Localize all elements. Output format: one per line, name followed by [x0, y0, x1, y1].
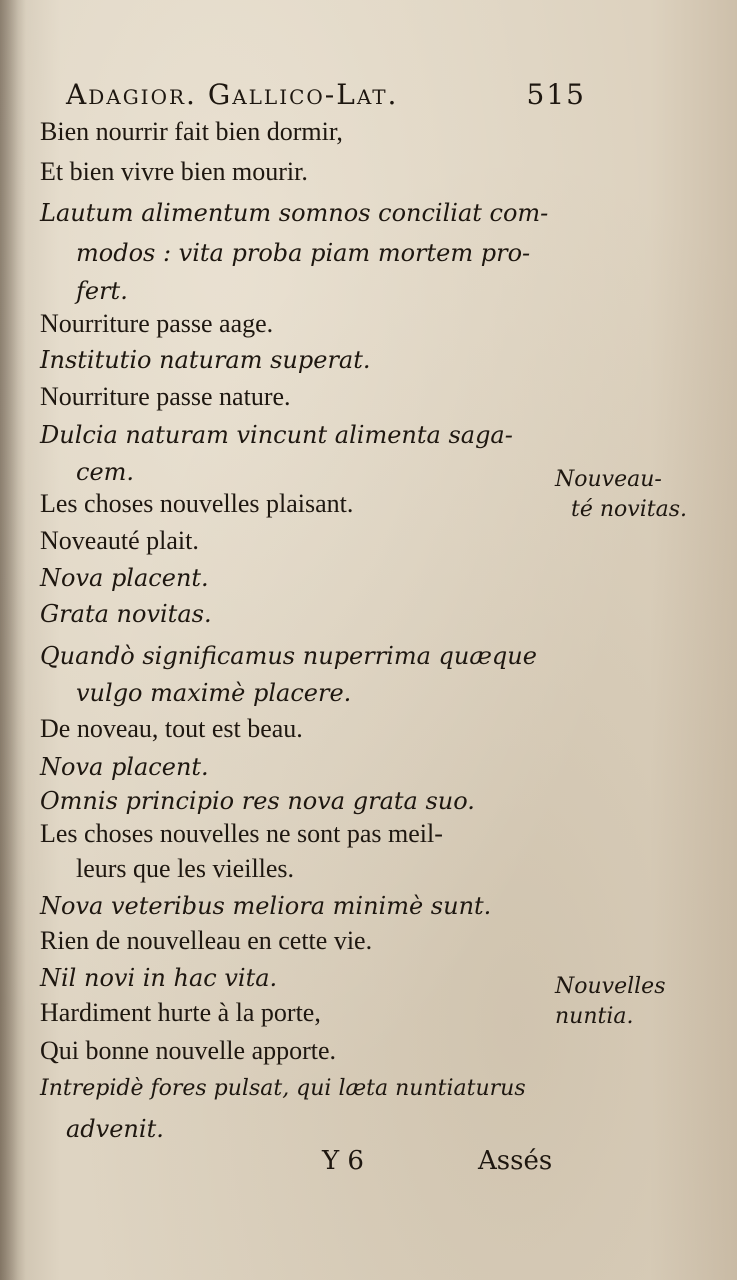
text-line: Rien de nouvelleau en cette vie.	[40, 926, 373, 955]
running-title: Adagior. Gallico-Lat.	[66, 78, 399, 111]
text-line: Omnis principio res nova grata suo.	[40, 787, 475, 815]
text-line: Bien nourrir fait bien dormir,	[40, 117, 343, 146]
text-line: Nova placent.	[40, 753, 209, 781]
margin-note-line: Nouveau-	[555, 467, 662, 492]
text-line: advenit.	[66, 1115, 164, 1143]
text-line: Qui bonne nouvelle apporte.	[40, 1036, 337, 1065]
text-line: Les choses nouvelles ne sont pas meil-	[40, 819, 443, 848]
text-line: Et bien vivre bien mourir.	[40, 157, 308, 186]
margin-note	[555, 465, 687, 525]
text-line: Dulcia naturam vincunt alimenta saga-	[40, 421, 513, 449]
text-line: Institutio naturam superat.	[40, 346, 371, 374]
text-line: cem.	[76, 458, 135, 486]
text-line: vulgo maximè placere.	[76, 679, 352, 707]
text-line: modos : vita proba piam mortem pro-	[76, 239, 531, 267]
text-line: leurs que les vieilles.	[76, 854, 295, 883]
margin-note-line: nuntia.	[555, 1004, 634, 1029]
text-line: Nourriture passe aage.	[40, 309, 274, 338]
text-line: Nova veteribus meliora minimè sunt.	[40, 892, 492, 920]
text-line: Grata novitas.	[40, 600, 212, 628]
gutter-shadow	[0, 0, 26, 1280]
signature-mark: Y 6	[322, 1146, 364, 1176]
text-line: Quandò significamus nuperrima quæque	[40, 642, 537, 670]
text-line: Noveauté plait.	[40, 526, 199, 555]
page-number: 515	[526, 78, 586, 111]
margin-note-line: té novitas.	[571, 497, 687, 522]
text-line: Lautum alimentum somnos conciliat com-	[40, 199, 549, 227]
text-line: De noveau, tout est beau.	[40, 714, 303, 743]
text-line: Nil novi in hac vita.	[40, 964, 278, 992]
running-header	[66, 78, 586, 118]
text-line: Nourriture passe nature.	[40, 382, 291, 411]
text-line: fert.	[76, 277, 128, 305]
text-line: Nova placent.	[40, 564, 209, 592]
text-line: Intrepidè fores pulsat, qui læta nuntiaturus	[40, 1076, 526, 1101]
margin-note	[555, 972, 666, 1032]
text-line: Hardiment hurte à la porte,	[40, 998, 321, 1027]
catchword: Assés	[478, 1146, 553, 1176]
text-line: Les choses nouvelles plaisant.	[40, 489, 354, 518]
margin-note-line: Nouvelles	[555, 974, 666, 999]
